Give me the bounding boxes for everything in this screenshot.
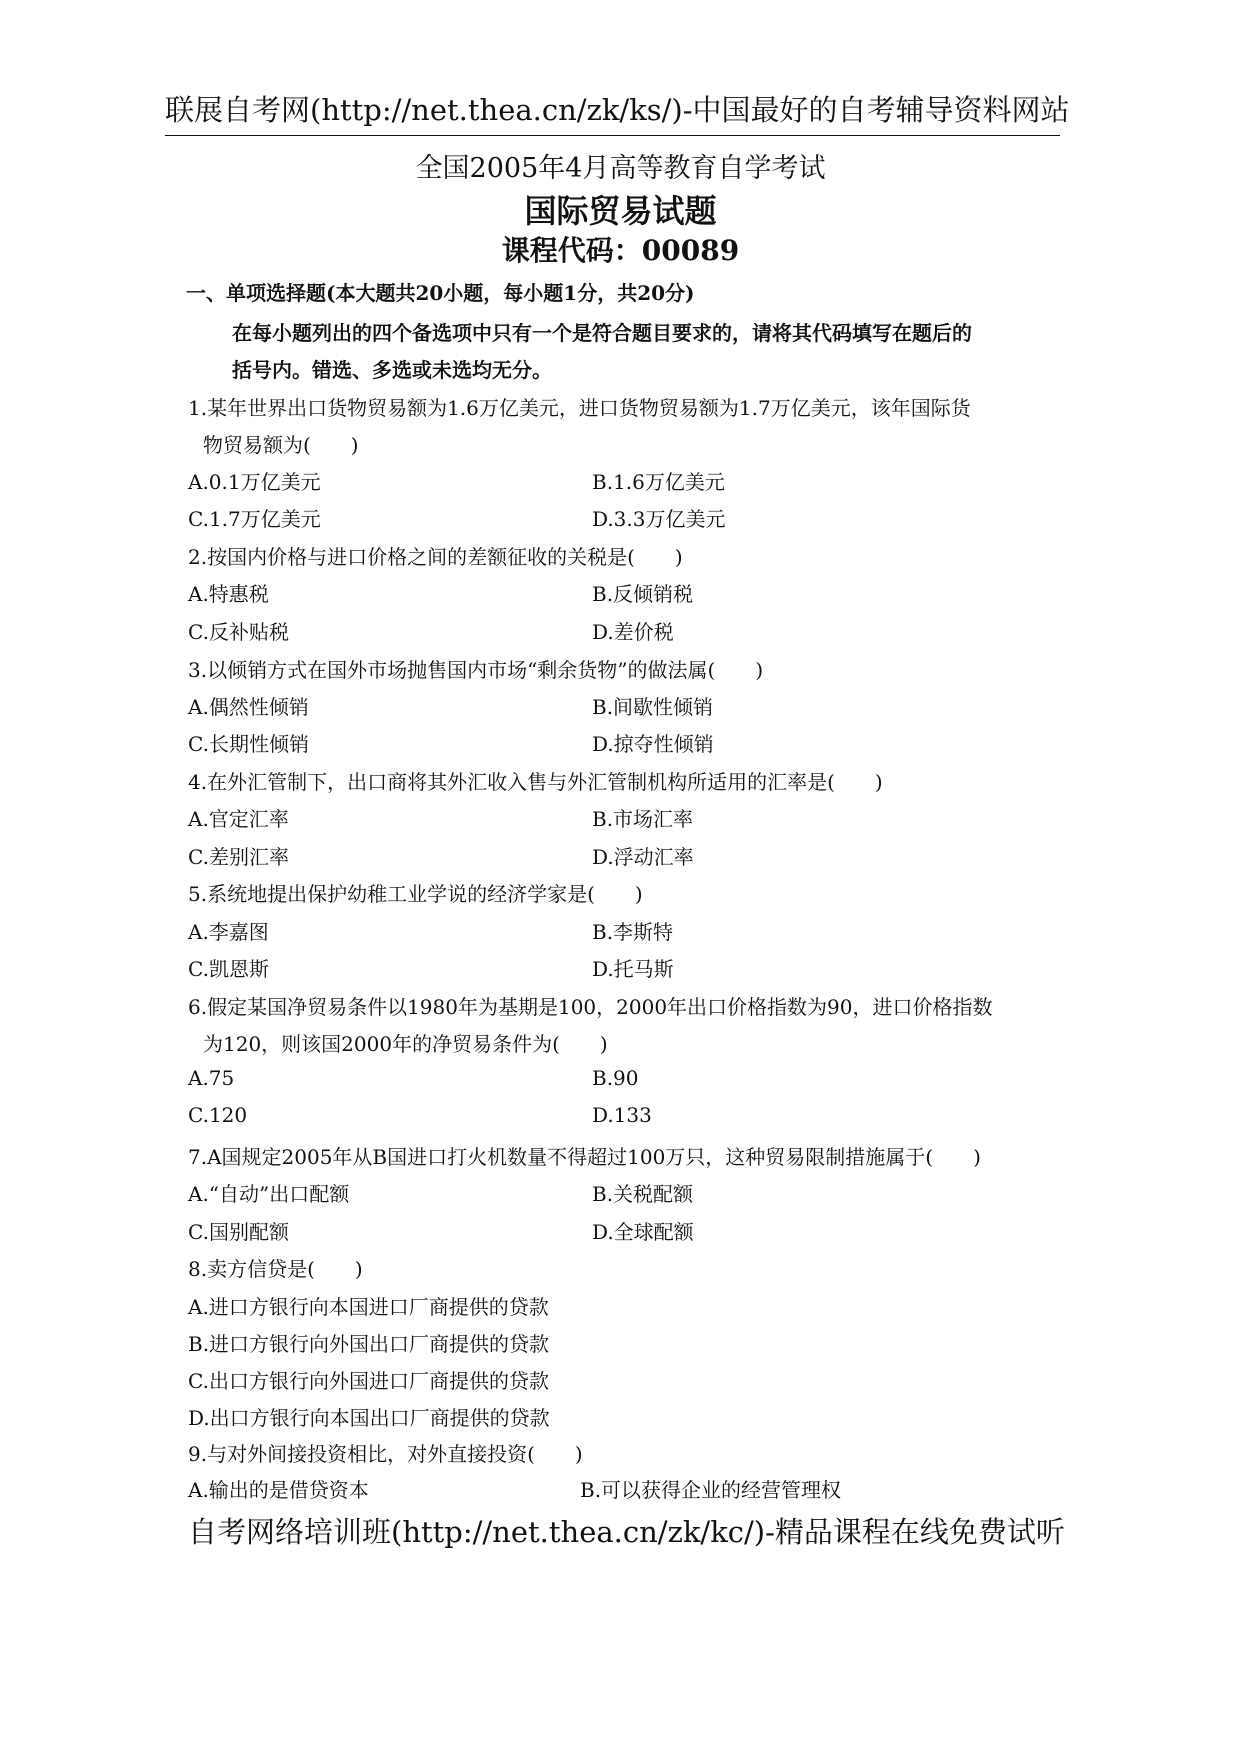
exam-line: 全国2005年4月高等教育自学考试 — [415, 153, 826, 184]
question-8-option-a: A.进口方银行向本国进口厂商提供的贷款 — [188, 1295, 549, 1319]
question-2-option-a: A.特惠税 — [188, 582, 269, 606]
question-8-option-b: B.进口方银行向外国出口厂商提供的贷款 — [188, 1332, 550, 1356]
question-6-option-a: A.75 — [188, 1066, 235, 1090]
site-footer: 自考网络培训班(http://net.thea.cn/zk/kc/)-精品课程在线免费试听 — [188, 1515, 1065, 1549]
question-7-option-a: A.“自动”出口配额 — [188, 1182, 350, 1206]
question-2-option-c: C.反补贴税 — [188, 620, 289, 644]
question-1-option-a: A.0.1万亿美元 — [188, 470, 321, 494]
question-8-option-d: D.出口方银行向本国出口厂商提供的贷款 — [188, 1406, 550, 1430]
question-6-option-c: C.120 — [188, 1103, 248, 1127]
question-6-stem-line-1: 6.假定某国净贸易条件以1980年为基期是100，2000年出口价格指数为90，进口价格指数 — [188, 995, 993, 1019]
question-1-option-b: B.1.6万亿美元 — [592, 470, 725, 494]
course-code: 课程代码：00089 — [501, 234, 740, 267]
section-instruction-line-1: 在每小题列出的四个备选项中只有一个是符合题目要求的，请将其代码填写在题后的 — [232, 321, 972, 345]
section-heading: 一、单项选择题(本大题共20小题，每小题1分，共20分) — [186, 281, 695, 305]
question-4-option-c: C.差别汇率 — [188, 845, 289, 869]
question-9-option-a: A.输出的是借贷资本 — [188, 1478, 369, 1502]
question-3-stem: 3.以倾销方式在国外市场抛售国内市场“剩余货物”的做法属( ) — [188, 658, 764, 682]
question-5-option-c: C.凯恩斯 — [188, 957, 269, 981]
site-header: 联展自考网(http://net.thea.cn/zk/ks/)-中国最好的自考辅导资料网站 — [165, 88, 1060, 136]
question-1-stem-line-1: 1.某年世界出口货物贸易额为1.6万亿美元，进口货物贸易额为1.7万亿美元，该年国际货 — [188, 396, 971, 420]
section-instruction-line-2: 括号内。错选、多选或未选均无分。 — [232, 358, 552, 382]
question-2-stem: 2.按国内价格与进口价格之间的差额征收的关税是( ) — [188, 545, 683, 569]
question-5-option-d: D.托马斯 — [592, 957, 674, 981]
question-7-stem: 7.A国规定2005年从B国进口打火机数量不得超过100万只，这种贸易限制措施属于( ) — [188, 1145, 981, 1169]
question-4-option-a: A.官定汇率 — [188, 807, 289, 831]
question-8-stem: 8.卖方信贷是( ) — [188, 1257, 363, 1281]
question-4-option-d: D.浮动汇率 — [592, 845, 694, 869]
page-title: 国际贸易试题 — [524, 192, 717, 230]
question-3-option-a: A.偶然性倾销 — [188, 695, 309, 719]
question-2-option-d: D.差价税 — [592, 620, 674, 644]
question-1-option-c: C.1.7万亿美元 — [188, 507, 321, 531]
question-1-stem-line-2: 物贸易额为( ) — [203, 433, 359, 457]
question-2-option-b: B.反倾销税 — [592, 582, 694, 606]
question-1-option-d: D.3.3万亿美元 — [592, 507, 726, 531]
question-6-stem-line-2: 为120，则该国2000年的净贸易条件为( ) — [203, 1032, 608, 1056]
question-4-stem: 4.在外汇管制下，出口商将其外汇收入售与外汇管制机构所适用的汇率是( ) — [188, 770, 883, 794]
question-5-stem: 5.系统地提出保护幼稚工业学说的经济学家是( ) — [188, 882, 643, 906]
question-3-option-d: D.掠夺性倾销 — [592, 732, 714, 756]
question-6-option-b: B.90 — [592, 1066, 639, 1090]
question-7-option-c: C.国别配额 — [188, 1220, 289, 1244]
question-5-option-b: B.李斯特 — [592, 920, 674, 944]
question-3-option-c: C.长期性倾销 — [188, 732, 309, 756]
question-7-option-b: B.关税配额 — [592, 1182, 694, 1206]
question-6-option-d: D.133 — [592, 1103, 652, 1127]
question-8-option-c: C.出口方银行向外国进口厂商提供的贷款 — [188, 1369, 549, 1393]
question-3-option-b: B.间歇性倾销 — [592, 695, 714, 719]
question-7-option-d: D.全球配额 — [592, 1220, 694, 1244]
question-9-option-b: B.可以获得企业的经营管理权 — [580, 1478, 842, 1502]
question-4-option-b: B.市场汇率 — [592, 807, 694, 831]
question-9-stem: 9.与对外间接投资相比，对外直接投资( ) — [188, 1442, 583, 1466]
question-5-option-a: A.李嘉图 — [188, 920, 269, 944]
